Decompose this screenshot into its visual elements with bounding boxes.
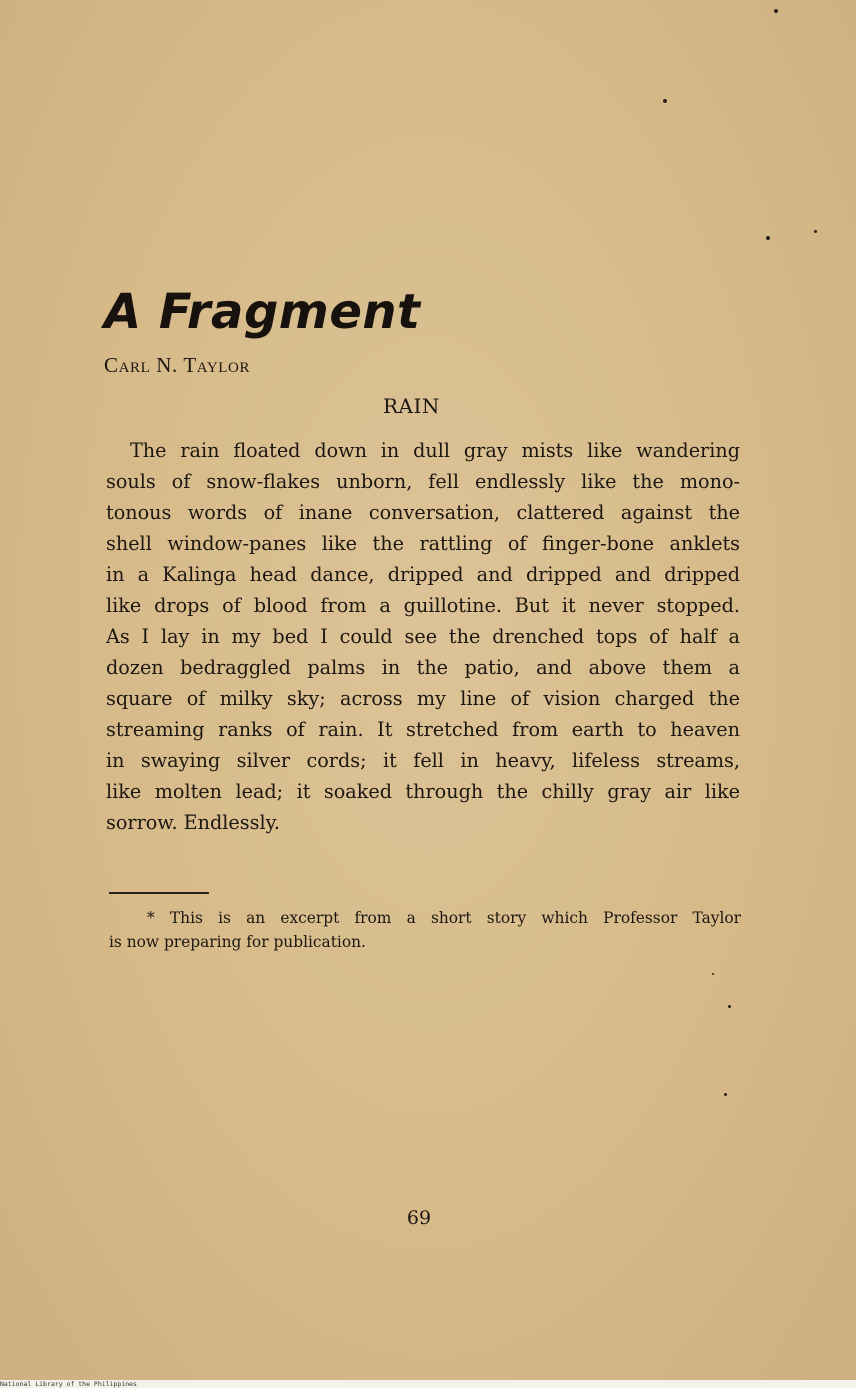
paper-speck xyxy=(712,973,714,975)
body-line: tonous words of inane conversation, clattered against the xyxy=(106,501,740,524)
paper-speck xyxy=(774,9,778,13)
body-line: square of milky sky; across my line of vision charged the xyxy=(106,687,740,710)
section-heading: RAIN xyxy=(383,394,440,418)
body-line: like molten lead; it soaked through the chilly gray air like xyxy=(106,780,740,803)
footnote-line: is now preparing for publication. xyxy=(109,933,366,951)
paper-speck xyxy=(724,1093,727,1096)
body-line: shell window-panes like the rattling of finger-bone anklets xyxy=(106,532,740,555)
body-line: in a Kalinga head dance, dripped and dripped and dripped xyxy=(106,563,740,586)
footnote-line: * This is an excerpt from a short story which Professor Taylor xyxy=(147,909,741,927)
page-title: A Fragment xyxy=(104,284,421,340)
page-number: 69 xyxy=(406,1207,432,1229)
body-line: dozen bedraggled palms in the patio, and above them a xyxy=(106,656,740,679)
scan-credit: National Library of the Philippines xyxy=(0,1380,137,1388)
body-line: The rain floated down in dull gray mists like wandering xyxy=(130,439,740,462)
body-line: like drops of blood from a guillotine. But it never stopped. xyxy=(106,594,740,617)
footnote-divider xyxy=(109,892,209,894)
paper-speck xyxy=(814,230,817,233)
author-name: Carl N. Taylor xyxy=(104,353,251,377)
body-paragraph xyxy=(106,435,740,838)
body-line: souls of snow-flakes unborn, fell endlessly like the mono- xyxy=(106,470,740,493)
body-line: As I lay in my bed I could see the drenched tops of half a xyxy=(106,625,740,648)
body-line: sorrow. Endlessly. xyxy=(106,811,280,834)
body-line: streaming ranks of rain. It stretched from earth to heaven xyxy=(106,718,740,741)
paper-speck xyxy=(728,1005,731,1008)
paper-speck xyxy=(766,236,770,240)
body-line: in swaying silver cords; it fell in heavy, lifeless streams, xyxy=(106,749,740,772)
paper-speck xyxy=(663,99,667,103)
footnote xyxy=(109,906,741,954)
